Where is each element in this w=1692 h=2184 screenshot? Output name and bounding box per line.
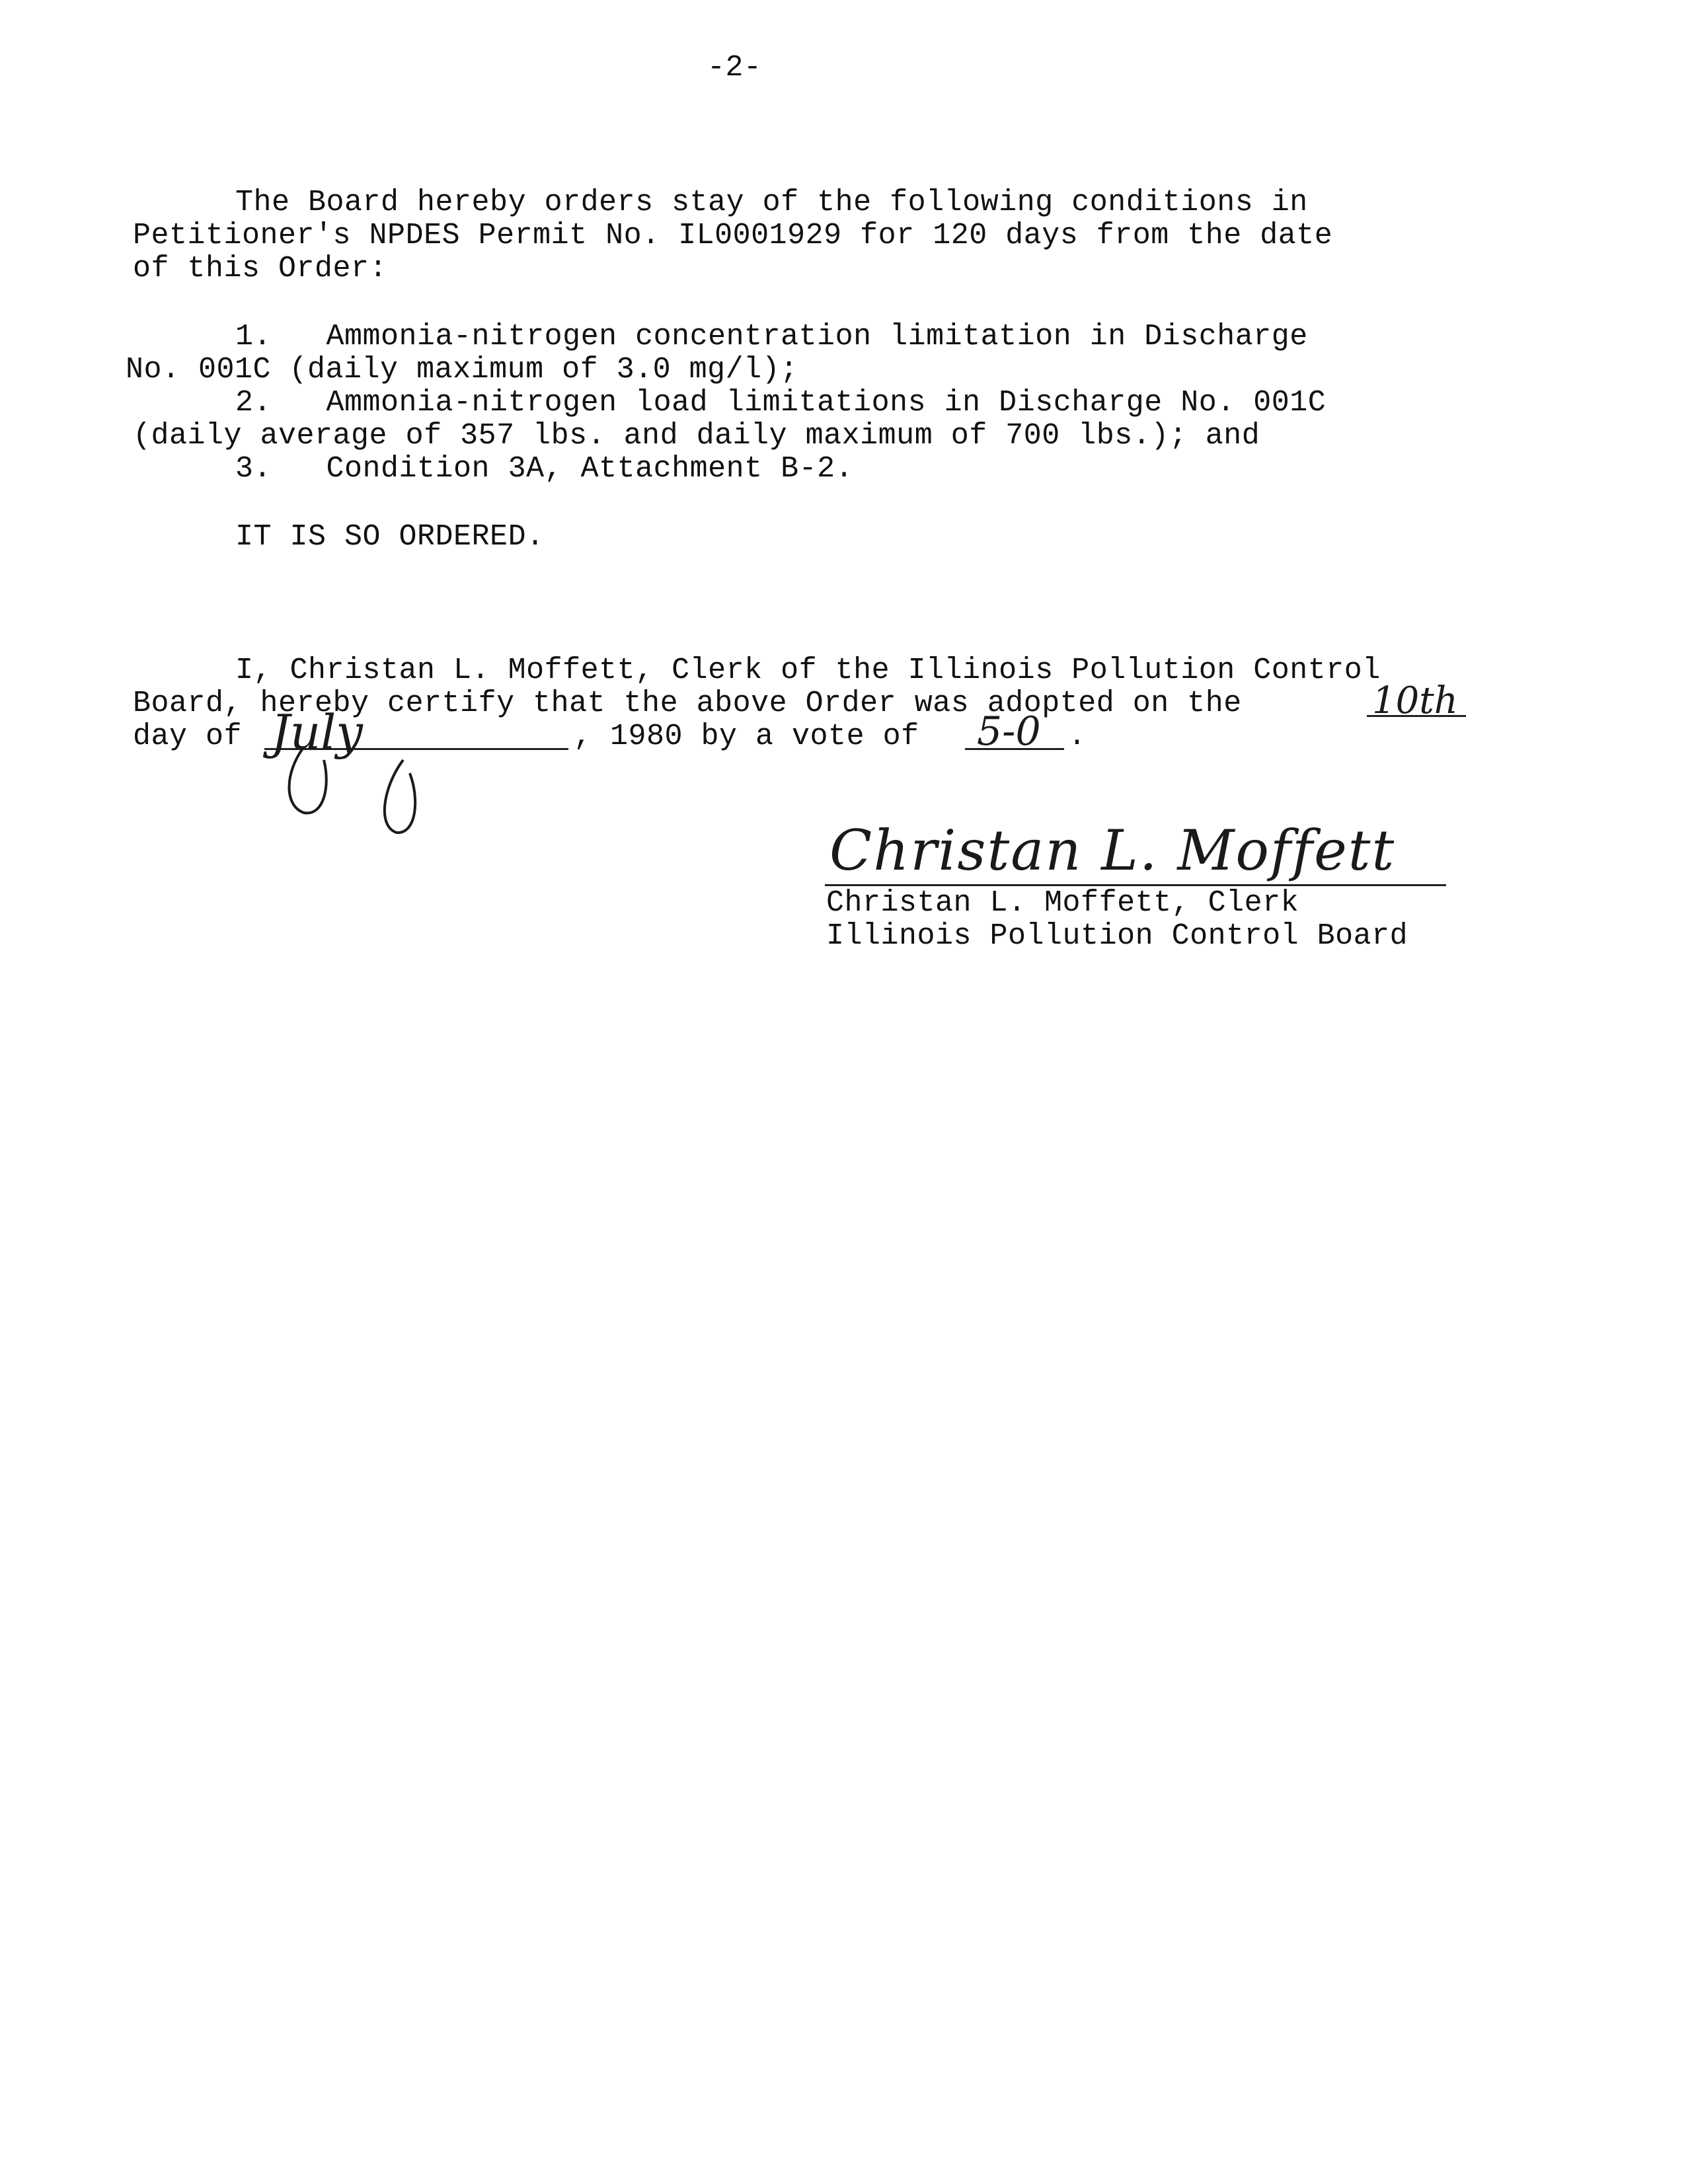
handwritten-signature: Christan L. Moffett [829, 818, 1396, 883]
page-number: -2- [707, 51, 762, 85]
closing-statement: IT IS SO ORDERED. [235, 520, 545, 554]
condition-1-line-1: 1. Ammonia-nitrogen concentration limitation in Discharge [235, 320, 1308, 354]
condition-2-line-1: 2. Ammonia-nitrogen load limitations in Discharge No. 001C [235, 386, 1327, 420]
condition-1-line-2: No. 001C (daily maximum of 3.0 mg/l); [126, 353, 798, 387]
handwritten-month: July [271, 704, 363, 760]
signature-name-line: Christan L. Moffett, Clerk [826, 886, 1299, 920]
month-flourish [278, 734, 436, 839]
condition-3-line-1: 3. Condition 3A, Attachment B-2. [235, 452, 854, 486]
certification-line-2: Board, hereby certify that the above Order was adopted on the [133, 687, 1242, 720]
intro-line-2: Petitioner's NPDES Permit No. IL0001929 for 120 days from the date [133, 219, 1333, 252]
handwritten-vote: 5-0 [977, 708, 1041, 755]
certification-line-3-prefix: day of [133, 720, 243, 753]
certification-line-3-middle: , 1980 by a vote of [574, 720, 919, 753]
intro-line-1: The Board hereby orders stay of the following conditions in [235, 186, 1308, 219]
handwritten-day: 10th [1372, 679, 1458, 722]
intro-line-3: of this Order: [133, 252, 388, 285]
signature-org-line: Illinois Pollution Control Board [826, 919, 1408, 953]
certification-line-1: I, Christan L. Moffett, Clerk of the Illinois Pollution Control [235, 654, 1381, 687]
certification-line-3-suffix: . [1068, 720, 1087, 753]
condition-2-line-2: (daily average of 357 lbs. and daily maximum of 700 lbs.); and [133, 419, 1260, 453]
